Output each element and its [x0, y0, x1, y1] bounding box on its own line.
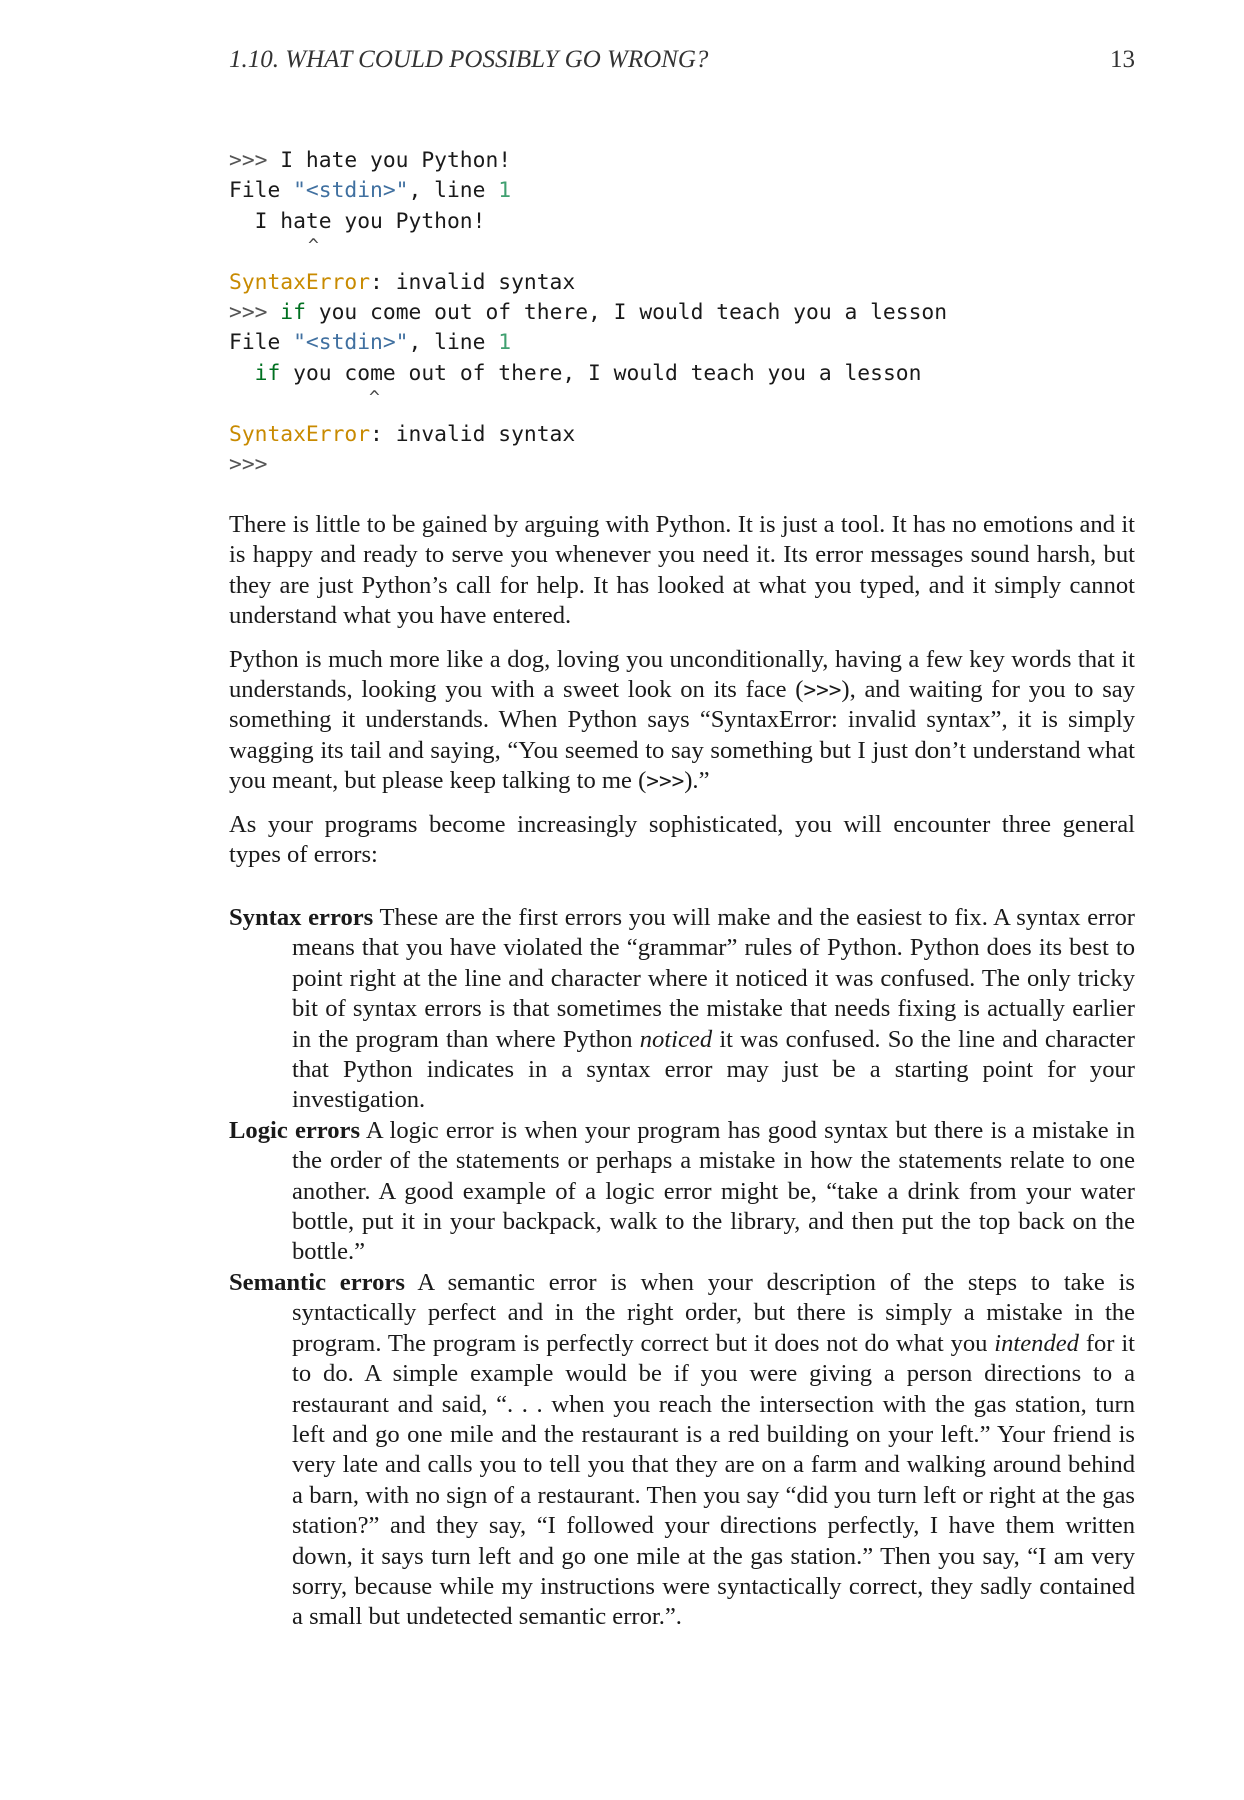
- code-number: 1: [498, 330, 512, 356]
- definition-text: it was confused. So the line and character that Python indicates in a syntax error may just be a starting point for your investigation.: [292, 1025, 1135, 1114]
- code-line: [229, 389, 1135, 419]
- page-number: 13: [1110, 46, 1135, 73]
- code-text: you come out of there, I would teach you a lesson: [305, 299, 948, 325]
- list-item: [229, 903, 1135, 1116]
- code-text: File: [229, 178, 294, 204]
- code-text: File: [229, 330, 294, 356]
- list-item: [229, 1116, 1135, 1268]
- paragraph: There is little to be gained by arguing with Python. It is just a tool. It has no emotions and it is happy and ready to serve you whenever you need it. Its error messages sound harsh, but they are just Python’s call for help. It has looked at what you typed, and it simply cannot understand what you have entered.: [229, 511, 1135, 630]
- paragraph-text: Python is much more like a dog, loving you unconditionally, having a few key words that it understands, looking you with a sweet look on its face (: [229, 645, 1135, 704]
- code-prompt: >>>: [229, 148, 268, 173]
- code-prompt: >>>: [229, 451, 268, 477]
- code-indent: [229, 361, 255, 386]
- definition-text: for it to do. A simple example would be if you were giving a person directions to a restaurant and said, “. . . when you reach the intersection with the gas station, turn left and go one mile and the restaurant is a red building on your left.” Your friend is very late and calls you to tell you that they are on a farm and walking around behind a barn, with no sign of a restaurant. Then you say “did you turn left or right at the gas station?” and they say, “I followed your directions perfectly, I have them written down, it says turn left and go one mile at the gas station.” Then you say, “I am very sorry, because while my instructions were syntactically correct, they sadly contained a small but undetected semantic error.”.: [292, 1329, 1135, 1631]
- code-text: I hate you Python!: [229, 208, 486, 234]
- code-string: "<stdin>": [293, 178, 409, 204]
- error-caret: ^: [308, 235, 319, 257]
- definition-term: Syntax errors: [229, 904, 374, 931]
- paragraph: [229, 645, 1135, 797]
- code-number: 1: [498, 178, 512, 204]
- body-text: [229, 510, 1135, 883]
- code-line: [229, 298, 1135, 328]
- definition-text: These are the first errors you will make and the easiest to fix. A syntax error means that you have violated the “grammar” rules of Python. Python does its best to point right at the line and character where it noticed it was confused. The only tricky bit of syntax errors is that sometimes the mistake that needs fixing is actually earlier in the program than where Python: [292, 904, 1135, 1053]
- code-line: [229, 176, 1135, 206]
- code-line: [229, 146, 1135, 176]
- definition-text: A logic error is when your program has good syntax but there is a mistake in the order of the statements or perhaps a mistake in how the statements relate to one another. A good example of a logic error might be, “take a drink from your water bottle, put it in your backpack, walk to the library, and then put the top back on the bottle.”: [292, 1116, 1136, 1266]
- definition-text: A semantic error is when your description of the steps to take is syntactically perfect and in the right order, but there is simply a mistake in the program. The program is perfectly correct but it does not do what you: [292, 1268, 1136, 1357]
- code-prompt: >>>: [229, 299, 268, 325]
- section-title: 1.10. WHAT COULD POSSIBLY GO WRONG?: [229, 46, 709, 73]
- error-name: SyntaxError: [229, 269, 371, 295]
- error-types-list: [229, 903, 1135, 1633]
- code-line: [229, 268, 1135, 298]
- error-message: : invalid syntax: [370, 421, 576, 447]
- code-text: you come out of there, I would teach you a lesson: [280, 360, 922, 386]
- code-line: [229, 328, 1135, 358]
- code-text: , line: [408, 330, 499, 356]
- code-keyword: if: [280, 299, 306, 325]
- paragraph-text: ), and waiting for you to say something it understands. When Python says “SyntaxError: invalid syntax”, it is simply wagging its tail and saying, “You seemed to say something but I just don’t understand what you meant, but please keep talking to me (: [229, 676, 1135, 795]
- emphasis: intended: [994, 1329, 1079, 1357]
- code-string: "<stdin>": [293, 330, 409, 356]
- error-name: SyntaxError: [229, 421, 371, 447]
- code-line: [229, 420, 1135, 450]
- inline-prompt: >>>: [803, 678, 842, 703]
- code-line: [229, 207, 1135, 237]
- paragraph-text: ).”: [684, 767, 710, 795]
- list-item: [229, 1268, 1135, 1633]
- code-block: [229, 146, 1135, 480]
- inline-prompt: >>>: [646, 769, 685, 794]
- emphasis: noticed: [639, 1025, 713, 1053]
- running-header: [229, 46, 1135, 74]
- error-caret: ^: [369, 387, 380, 409]
- definition-term: Semantic errors: [229, 1268, 405, 1296]
- code-text: , line: [408, 178, 499, 204]
- code-line: [229, 450, 1135, 480]
- paragraph: As your programs become increasingly sophisticated, you will encounter three general types of errors:: [229, 810, 1135, 869]
- code-line: [229, 237, 1135, 267]
- error-message: : invalid syntax: [370, 269, 576, 295]
- code-text: I hate you Python!: [267, 148, 512, 173]
- code-line: [229, 359, 1135, 389]
- code-keyword: if: [254, 360, 281, 386]
- definition-term: Logic errors: [229, 1116, 361, 1144]
